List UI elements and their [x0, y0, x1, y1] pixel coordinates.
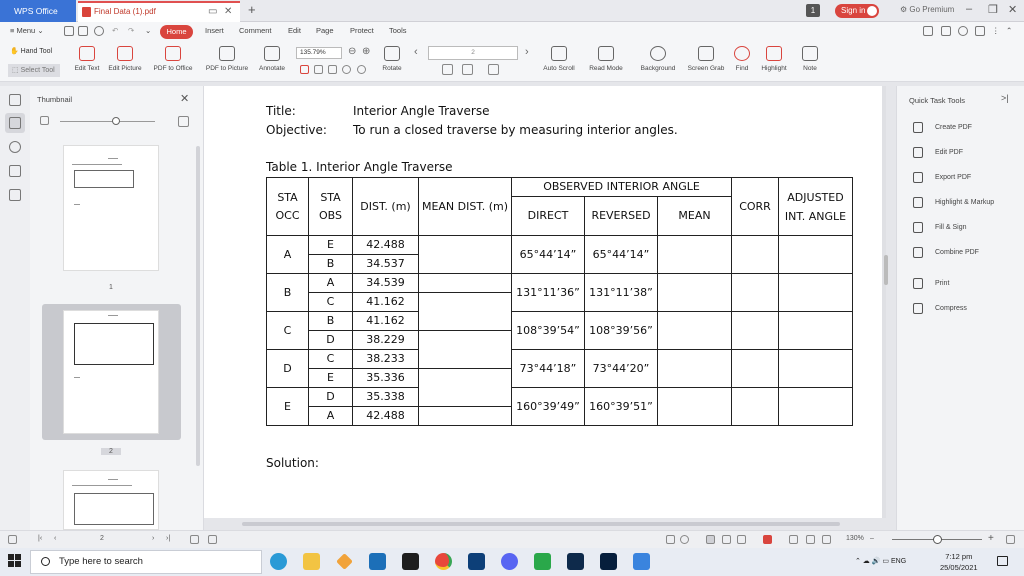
single-view-icon[interactable] — [706, 535, 715, 544]
page-thumbnail-2-label: 2 — [101, 448, 121, 455]
auto-scroll-button[interactable] — [540, 46, 578, 72]
pdf-to-office-icon — [165, 46, 181, 61]
table-caption: Table 1. Interior Angle Traverse — [266, 160, 453, 174]
windows-start-button[interactable] — [8, 554, 22, 568]
adjusted-angle-cell — [779, 350, 853, 388]
document-vertical-scrollbar[interactable] — [884, 255, 888, 285]
close-window-icon[interactable]: ✕ — [1008, 4, 1018, 16]
direct-angle: 131°11’36” — [512, 274, 585, 312]
rotate-button[interactable] — [378, 46, 406, 72]
close-thumbnail-icon[interactable]: ✕ — [180, 93, 190, 105]
page-thumbnail-1-label: 1 — [109, 284, 113, 291]
quick-task-tools-title: Quick Task Tools — [909, 96, 965, 105]
header-direct: DIRECT — [512, 197, 585, 236]
find-label: Find — [735, 65, 749, 72]
mean-distance-cell — [419, 407, 512, 426]
thumbnail-size-slider-handle[interactable] — [112, 117, 120, 125]
station-observed: A — [309, 274, 353, 293]
tab-home[interactable]: Home — [160, 25, 193, 39]
adjusted-angle-cell — [779, 312, 853, 350]
tab-comment[interactable]: Comment — [239, 26, 272, 35]
fill-sign-label: Fill & Sign — [935, 224, 967, 231]
station-observed: B — [309, 312, 353, 331]
taskbar-search-input[interactable] — [30, 550, 262, 574]
mean-angle-cell — [658, 350, 732, 388]
highlight-icon — [766, 46, 782, 61]
station-observed: E — [309, 236, 353, 255]
dual-view-icon[interactable] — [722, 535, 731, 544]
export-pdf-icon — [913, 172, 923, 183]
export-pdf-label: Export PDF — [935, 174, 972, 181]
highlight-button[interactable] — [757, 46, 791, 72]
find-icon — [734, 46, 750, 61]
edit-text-label: Edit Text — [74, 65, 100, 72]
undo-icon[interactable]: ↶ — [112, 26, 119, 35]
next-page-status-icon[interactable]: › — [152, 535, 155, 542]
mean-distance-cell — [419, 236, 512, 255]
ribbon-toolbar — [0, 42, 1024, 82]
continuous-page-icon[interactable] — [488, 64, 499, 75]
annotate-label: Annotate — [258, 65, 286, 72]
discord-icon[interactable] — [501, 553, 518, 570]
tab-page[interactable]: Page — [316, 26, 334, 35]
adjusted-angle-cell — [779, 388, 853, 426]
annotation-list-icon[interactable] — [9, 165, 21, 177]
background-button[interactable] — [636, 46, 680, 72]
read-mode-label: Read Mode — [589, 65, 623, 72]
header-sta-occ: STA OCC — [267, 178, 309, 236]
thumbnail-pane — [30, 86, 204, 530]
note-button[interactable] — [798, 46, 822, 72]
station-observed: B — [309, 255, 353, 274]
station-observed: E — [309, 369, 353, 388]
distance-cell: 41.162 — [353, 293, 419, 312]
station-occupied: E — [267, 388, 309, 426]
fit-page-icon[interactable] — [314, 65, 323, 74]
fit-width-icon[interactable] — [300, 65, 309, 74]
refresh-icon[interactable] — [357, 65, 366, 74]
edit-pdf-icon — [913, 147, 923, 158]
status-page-input[interactable]: 2 — [100, 535, 104, 542]
print-icon — [913, 278, 923, 289]
select-tool-label: Select Tool — [20, 67, 55, 74]
menu-bar — [0, 22, 1024, 42]
auto-scroll-icon — [551, 46, 567, 61]
distance-cell: 38.229 — [353, 331, 419, 350]
file-explorer-icon[interactable] — [303, 553, 320, 570]
quick-task-tools-pane — [896, 86, 1024, 530]
previous-page-icon[interactable]: ‹ — [54, 535, 57, 542]
thumbnail-pane-title: Thumbnail — [37, 95, 73, 104]
header-observed-angle: OBSERVED INTERIOR ANGLE — [512, 178, 732, 197]
pdf-to-office-label: PDF to Office — [153, 65, 193, 72]
actual-size-icon[interactable] — [328, 65, 337, 74]
tab-protect[interactable]: Protect — [350, 26, 374, 35]
go-premium-label: Go Premium — [909, 5, 955, 14]
adjusted-angle-cell — [779, 236, 853, 274]
page-thumbnail-2-selected[interactable] — [42, 304, 181, 440]
pdf-to-picture-icon — [219, 46, 235, 61]
interior-angle-table — [266, 177, 853, 426]
windows-taskbar — [0, 548, 1024, 576]
pdf-to-picture-button[interactable] — [204, 46, 250, 72]
settings-icon[interactable] — [958, 26, 968, 36]
screen-grab-icon — [698, 46, 714, 61]
objective-value: To run a closed traverse by measuring interior angles. — [353, 123, 678, 137]
zoom-slider-handle[interactable] — [933, 535, 942, 544]
tab-edit[interactable]: Edit — [288, 26, 301, 35]
title-value: Interior Angle Traverse — [353, 104, 490, 118]
background-label: Background — [640, 65, 676, 72]
distance-cell: 34.539 — [353, 274, 419, 293]
tab-tools[interactable]: Tools — [389, 26, 407, 35]
page-number-input[interactable]: 2 — [428, 46, 518, 60]
print-label: Print — [935, 280, 950, 287]
bookmark-icon[interactable] — [9, 94, 21, 106]
user-icon[interactable] — [941, 26, 951, 36]
redo-icon[interactable]: ↷ — [128, 26, 135, 35]
clock-time: 7:12 pm — [945, 552, 973, 561]
single-page-icon[interactable] — [442, 64, 453, 75]
last-page-icon[interactable]: ›| — [166, 535, 171, 542]
read-mode-button[interactable] — [587, 46, 625, 72]
zoom-in-icon[interactable]: ⊕ — [362, 46, 371, 57]
share-icon[interactable] — [923, 26, 933, 36]
layers-icon[interactable] — [9, 189, 21, 201]
menu-label: Menu — [16, 26, 36, 35]
pdf-page — [204, 86, 882, 518]
station-observed: D — [309, 388, 353, 407]
read-mode-icon — [598, 46, 614, 61]
status-zoom-out-icon[interactable]: – — [870, 535, 874, 542]
mean-distance-cell — [419, 350, 512, 369]
system-tray[interactable]: ⌃ ☁ 🔊 ▭ ENG — [855, 558, 907, 565]
hand-tool-label: Hand Tool — [20, 48, 53, 55]
corr-cell — [732, 312, 779, 350]
edge-browser-icon[interactable] — [270, 553, 287, 570]
sign-in-button[interactable] — [835, 4, 879, 18]
mean-distance-cell — [419, 274, 512, 293]
messaging-app-icon[interactable] — [534, 553, 551, 570]
title-label: Title: — [266, 104, 296, 118]
clock-date: 25/05/2021 — [940, 563, 978, 572]
fit-icon[interactable] — [190, 535, 199, 544]
station-occupied: B — [267, 274, 309, 312]
direct-angle: 65°44’14” — [512, 236, 585, 274]
pen-app-icon[interactable] — [336, 553, 353, 570]
new-file-icon[interactable] — [64, 26, 74, 36]
distance-cell: 38.233 — [353, 350, 419, 369]
edit-picture-icon — [117, 46, 133, 61]
edit-picture-button[interactable] — [106, 46, 144, 72]
auto-scroll-label: Auto Scroll — [543, 65, 575, 72]
zoom-input[interactable]: 135.79% — [296, 47, 342, 59]
combine-pdf-label: Combine PDF — [935, 249, 979, 256]
rotate-icon — [384, 46, 400, 61]
thumbnail-size-slider[interactable] — [60, 121, 155, 122]
station-observed: A — [309, 407, 353, 426]
table-row — [267, 236, 853, 255]
header-mean-dist: MEAN DIST. (m) — [419, 178, 512, 236]
language-indicator[interactable]: ENG — [890, 558, 907, 565]
compress-icon — [913, 303, 923, 314]
mean-angle-cell — [658, 312, 732, 350]
compress-label: Compress — [935, 305, 967, 312]
photoshop-icon[interactable] — [600, 553, 617, 570]
app-tab[interactable]: WPS Office — [0, 0, 76, 22]
adjusted-angle-cell — [779, 274, 853, 312]
reversed-angle: 65°44’14” — [585, 236, 658, 274]
avatar-icon — [867, 6, 877, 16]
note-label: Note — [803, 65, 817, 72]
rotate-label: Rotate — [382, 65, 402, 72]
more-icon[interactable]: ⋮ — [992, 26, 1000, 35]
tab-insert[interactable]: Insert — [205, 26, 224, 35]
zoom-out-icon[interactable]: ⊖ — [348, 46, 357, 57]
attachment-icon[interactable] — [9, 141, 21, 153]
distance-cell: 42.488 — [353, 236, 419, 255]
create-pdf-label: Create PDF — [935, 124, 972, 131]
restore-icon[interactable]: ❐ — [988, 4, 998, 16]
mean-distance-cell — [419, 331, 512, 350]
header-sta-obs: STA OBS — [309, 178, 353, 236]
open-folder-icon[interactable] — [78, 26, 88, 36]
prev-page-icon[interactable]: ‹ — [414, 46, 418, 58]
status-bar — [0, 530, 1024, 548]
sidebar-toggle-icon[interactable] — [8, 535, 17, 544]
reversed-angle: 73°44’20” — [585, 350, 658, 388]
search-icon — [41, 557, 50, 566]
distance-cell: 35.336 — [353, 369, 419, 388]
first-page-icon[interactable]: |‹ — [38, 535, 43, 542]
fit-screen-icon[interactable] — [1006, 535, 1015, 544]
mean-distance-cell — [419, 293, 512, 312]
note-icon — [802, 46, 818, 61]
rotate-view-icon[interactable] — [208, 535, 217, 544]
distance-cell: 34.537 — [353, 255, 419, 274]
mean-distance-cell — [419, 312, 512, 331]
table-row — [267, 312, 853, 331]
table-row — [267, 388, 853, 407]
pdf-to-office-button[interactable] — [149, 46, 197, 72]
edit-pdf-label: Edit PDF — [935, 149, 964, 156]
thumbnail-small-icon[interactable] — [40, 116, 49, 125]
fullscreen-icon[interactable] — [789, 535, 798, 544]
header-adjusted: ADJUSTED INT. ANGLE — [779, 178, 853, 236]
thumbnail-scrollbar[interactable] — [196, 146, 200, 466]
hand-tool-button[interactable]: ✋ Hand Tool — [10, 48, 53, 55]
select-tool-button[interactable]: ⬚ Select Tool — [8, 64, 60, 77]
expand-icon[interactable] — [822, 535, 831, 544]
highlight-markup-icon — [913, 197, 923, 208]
edit-text-button[interactable] — [72, 46, 102, 72]
taskbar-search-placeholder: Type here to search — [59, 556, 143, 567]
station-observed: C — [309, 350, 353, 369]
pdf-to-picture-label: PDF to Picture — [205, 65, 249, 72]
collapse-pane-icon[interactable]: >| — [1001, 93, 1009, 103]
thumbnail-icon — [9, 117, 21, 129]
left-rail — [0, 86, 30, 530]
highlight-markup-label: Highlight & Markup — [935, 199, 995, 206]
station-occupied: A — [267, 236, 309, 274]
collapse-ribbon-icon[interactable]: ⌃ — [1006, 26, 1013, 35]
status-zoom-in-icon[interactable]: + — [988, 533, 994, 544]
distance-cell: 41.162 — [353, 312, 419, 331]
solution-label: Solution: — [266, 456, 319, 470]
print-icon[interactable] — [94, 26, 104, 36]
mean-distance-cell — [419, 255, 512, 274]
window-float-icon[interactable]: ▭ — [208, 6, 218, 17]
taskbar-clock[interactable] — [940, 551, 978, 573]
highlight-label: Highlight — [761, 65, 787, 72]
create-pdf-icon — [913, 122, 923, 133]
table-header-row — [267, 178, 853, 197]
double-page-icon[interactable] — [462, 64, 473, 75]
find-button[interactable] — [733, 46, 751, 72]
notification-icon[interactable] — [997, 556, 1008, 566]
edit-picture-label: Edit Picture — [108, 65, 142, 72]
edit-text-icon — [79, 46, 95, 61]
station-occupied: C — [267, 312, 309, 350]
quick-access-dropdown-icon[interactable]: ⌄ — [145, 26, 152, 35]
header-mean: MEAN — [658, 197, 732, 236]
station-occupied: D — [267, 350, 309, 388]
wps-taskbar-icon[interactable] — [633, 553, 650, 570]
reversed-angle: 131°11’38” — [585, 274, 658, 312]
document-viewport[interactable] — [204, 86, 886, 518]
corr-cell — [732, 236, 779, 274]
direct-angle: 108°39’54” — [512, 312, 585, 350]
corr-cell — [732, 274, 779, 312]
menu-button[interactable]: ≡ Menu ⌄ — [10, 26, 44, 35]
header-reversed: REVERSED — [585, 197, 658, 236]
station-observed: D — [309, 331, 353, 350]
header-dist: DIST. (m) — [353, 178, 419, 236]
mean-distance-cell — [419, 369, 512, 388]
header-corr: CORR — [732, 178, 779, 236]
table-row — [267, 350, 853, 369]
reversed-angle: 108°39’56” — [585, 312, 658, 350]
annotate-icon — [264, 46, 280, 61]
table-row — [267, 274, 853, 293]
page-thumbnail-3[interactable] — [63, 470, 159, 530]
combine-pdf-icon — [913, 247, 923, 258]
fit-window-icon[interactable] — [342, 65, 351, 74]
go-premium-button[interactable]: ⚙ Go Premium — [900, 5, 955, 14]
lightroom-icon[interactable] — [567, 553, 584, 570]
reversed-angle: 160°39’51” — [585, 388, 658, 426]
close-tab-icon[interactable]: ✕ — [224, 6, 233, 17]
title-bar — [0, 0, 1024, 22]
doc-tab-label: Final Data (1).pdf — [94, 7, 156, 16]
fill-sign-icon — [913, 222, 923, 233]
doc-tab[interactable] — [78, 1, 240, 22]
thumbnail-large-icon[interactable] — [178, 116, 189, 127]
eye-protection-icon[interactable] — [666, 535, 675, 544]
screen-grab-button[interactable] — [686, 46, 726, 72]
play-icon[interactable] — [763, 535, 772, 544]
book-view-icon[interactable] — [737, 535, 746, 544]
split-view-icon[interactable] — [806, 535, 815, 544]
next-page-icon[interactable]: › — [525, 46, 529, 58]
night-mode-icon[interactable] — [680, 535, 689, 544]
game-app-icon[interactable] — [402, 553, 419, 570]
mean-angle-cell — [658, 274, 732, 312]
page-thumbnail-1[interactable] — [63, 145, 159, 271]
direct-angle: 73°44’18” — [512, 350, 585, 388]
mean-angle-cell — [658, 388, 732, 426]
document-horizontal-scrollbar[interactable] — [206, 520, 882, 528]
distance-cell: 42.488 — [353, 407, 419, 426]
status-zoom-value[interactable]: 130% — [846, 535, 864, 542]
mail-icon[interactable] — [369, 553, 386, 570]
annotate-button[interactable] — [256, 46, 288, 72]
mean-distance-cell — [419, 388, 512, 407]
vpn-app-icon[interactable] — [468, 553, 485, 570]
horizontal-scroll-thumb[interactable] — [242, 522, 840, 526]
corr-cell — [732, 350, 779, 388]
direct-angle: 160°39’49” — [512, 388, 585, 426]
minimize-icon[interactable]: – — [966, 3, 973, 15]
workspace-badge[interactable]: 1 — [806, 4, 820, 17]
distance-cell: 35.338 — [353, 388, 419, 407]
pdf-file-icon — [82, 7, 91, 17]
comment-icon[interactable] — [975, 26, 985, 36]
screen-grab-label: Screen Grab — [687, 65, 725, 72]
objective-label: Objective: — [266, 123, 327, 137]
chrome-icon[interactable] — [435, 553, 452, 570]
new-tab-button[interactable]: + — [248, 2, 256, 17]
station-observed: C — [309, 293, 353, 312]
sign-in-label: Sign in — [841, 6, 866, 15]
mean-angle-cell — [658, 236, 732, 274]
corr-cell — [732, 388, 779, 426]
background-icon — [650, 46, 666, 61]
